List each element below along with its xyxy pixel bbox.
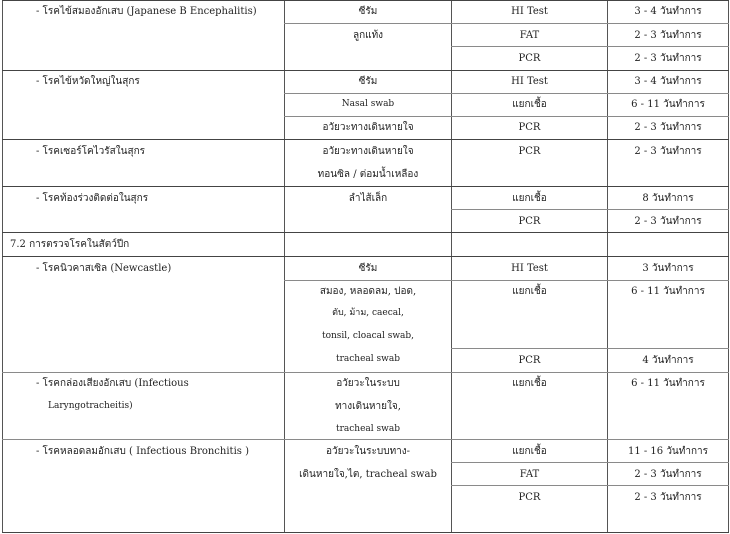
test-method: แยกเชื้อ [512,378,547,389]
test-method: HI Test [511,76,548,87]
turnaround-time: 8 วันทำการ [642,193,694,204]
sample-type: ลูกแท้ง [352,30,384,41]
section-heading: 7.2 การตรวจโรคในสัตว์ปีก [10,239,130,250]
disease-name: - โรคท้องร่วงติดต่อในสุกร [36,193,149,204]
test-method: PCR [518,53,541,64]
sample-type: tracheal swab [335,354,400,364]
test-method: PCR [518,492,541,503]
sample-type: ซีรัม [358,6,378,17]
turnaround-time: 6 - 11 วันทำการ [631,286,705,297]
sample-type: อวัยวะในระบบทาง- [325,446,411,457]
disease-name-continued: Laryngotracheitis) [48,401,133,411]
test-method: แยกเชื้อ [512,193,547,204]
turnaround-time: 4 วันทำการ [642,355,694,366]
test-method: FAT [519,30,540,41]
sample-type: เดินหายใจ,ไต, tracheal swab [299,469,437,480]
disease-name: - โรคไข้สมองอักเสบ (Japanese B Encephalitis) [36,6,257,17]
test-method: FAT [519,469,540,480]
turnaround-time: 3 - 4 วันทำการ [634,6,702,17]
turnaround-time: 2 - 3 วันทำการ [634,30,702,41]
sample-type: สมอง, หลอดลม, ปอด, [319,286,417,297]
sample-type: อวัยวะทางเดินหายใจ [322,146,414,157]
table-border-bottom [2,532,729,533]
disease-name: - โรคกล่องเสียงอักเสบ (Infectious [36,378,189,389]
sample-type: ลำไส้เล็ก [348,193,388,204]
sample-type: ตับ, ม้าม, caecal, [332,308,404,318]
sample-type: ทางเดินหายใจ, [335,401,401,412]
test-method: แยกเชื้อ [512,446,547,457]
turnaround-time: 2 - 3 วันทำการ [634,469,702,480]
sample-type: ซีรัม [358,263,378,274]
test-method: PCR [518,355,541,366]
table-border-right [728,0,729,533]
turnaround-time: 2 - 3 วันทำการ [634,216,702,227]
turnaround-time: 2 - 3 วันทำการ [634,53,702,64]
disease-name: - โรคเซอร์โคไวรัสในสุกร [36,146,145,157]
turnaround-time: 3 - 4 วันทำการ [634,76,702,87]
turnaround-time: 6 - 11 วันทำการ [631,378,705,389]
test-method: PCR [518,146,541,157]
test-method: แยกเชื้อ [512,286,547,297]
table-border-left [2,0,3,533]
turnaround-time: 11 - 16 วันทำการ [627,446,709,457]
test-method: HI Test [511,263,548,274]
test-method: PCR [518,122,541,133]
turnaround-time: 6 - 11 วันทำการ [631,99,705,110]
disease-name: - โรคไข้หวัดใหญ่ในสุกร [36,76,140,87]
sample-type: tracheal swab [335,424,400,434]
disease-name: - โรคนิวคาสเซิล (Newcastle) [36,263,172,274]
sample-type: Nasal swab [341,99,395,109]
turnaround-time: 2 - 3 วันทำการ [634,146,702,157]
test-method: แยกเชื้อ [512,99,547,110]
sample-type: ทอนซิล / ต่อมน้ำเหลือง [317,169,419,180]
disease-name: - โรคหลอดลมอักเสบ ( Infectious Bronchitis ) [36,446,249,457]
sample-type: tonsil, cloacal swab, [321,331,415,341]
test-method: HI Test [511,6,548,17]
turnaround-time: 2 - 3 วันทำการ [634,492,702,503]
sample-type: ซีรัม [358,76,378,87]
sample-type: อวัยวะทางเดินหายใจ [322,122,414,133]
turnaround-time: 2 - 3 วันทำการ [634,122,702,133]
sample-type: อวัยวะในระบบ [336,378,400,389]
turnaround-time: 3 วันทำการ [642,263,694,274]
test-method: PCR [518,216,541,227]
